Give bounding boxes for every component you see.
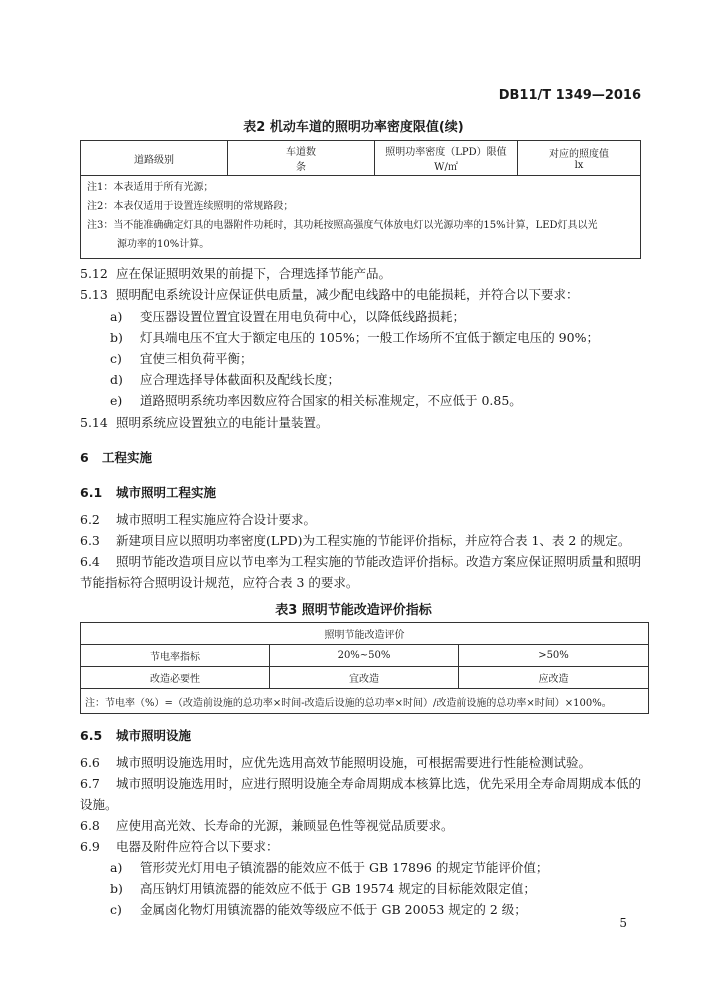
table-cell: 改造必要性 (81, 667, 270, 689)
page-number: 5 (619, 916, 627, 930)
table-cell: 20%~50% (270, 645, 459, 667)
clause-6-4: 6.4 照明节能改造项目应以节电率为工程实施的节能改造评价指标。改造方案应保证照明质量和照明 (80, 554, 642, 569)
table2-note: 注1：本表适用于所有光源； (87, 182, 214, 193)
table-cell: 节电率指标 (81, 645, 270, 667)
clause-5-14: 5.14 照明系统应设置独立的电能计量装置。 (80, 415, 329, 430)
section-6-1-heading: 6.1 城市照明工程实施 (80, 485, 217, 500)
table3-title: 表3 照明节能改造评价指标 (275, 603, 432, 618)
table3-note-row (81, 689, 649, 714)
list-item: d) 应合理选择导体截面积及配线长度； (110, 372, 341, 387)
standard-code: DB11/T 1349—2016 (498, 88, 641, 103)
section-6-5-heading: 6.5 城市照明设施 (80, 728, 192, 743)
table2-note: 注3：当不能准确确定灯具的电器附件功耗时，其功耗按照高强度气体放电灯以光源功率的15%计算，LED灯具以光 (87, 220, 598, 231)
table2-notes-row (81, 176, 641, 259)
table3-header: 照明节能改造评价 (81, 623, 649, 645)
list-item: b) 高压钠灯用镇流器的能效应不低于 GB 19574 规定的目标能效限定值； (110, 881, 536, 896)
table-cell: 应改造 (459, 667, 649, 689)
table2-note: 注2：本表仅适用于设置连续照明的常规路段； (87, 201, 294, 212)
list-item: c) 宜使三相负荷平衡； (110, 351, 253, 366)
table2 (80, 140, 641, 259)
chapter-6-heading: 6 工程实施 (80, 450, 153, 465)
table2-title: 表2 机动车道的照明功率密度限值(续) (243, 120, 464, 135)
clause-6-3: 6.3 新建项目应以照明功率密度(LPD)为工程实施的节能评价指标，并应符合表 1、表 2 的规定。 (80, 533, 631, 548)
table-row (81, 645, 649, 667)
table-cell: >50% (459, 645, 649, 667)
clause-6-6: 6.6 城市照明设施选用时，应优先选用高效节能照明设施，可根据需要进行性能检测试验。 (80, 755, 592, 770)
clause-6-7-continued: 设施。 (80, 797, 118, 812)
clause-6-2: 6.2 城市照明工程实施应符合设计要求。 (80, 512, 317, 527)
clause-5-13: 5.13 照明配电系统设计应保证供电质量，减少配电线路中的电能损耗，并符合以下要求： (80, 287, 579, 302)
table2-col-lanes: 车道数 条 (228, 141, 375, 176)
clause-6-9: 6.9 电器及附件应符合以下要求： (80, 839, 279, 854)
table-cell: 宜改造 (270, 667, 459, 689)
table2-notes (81, 176, 641, 259)
clause-6-8: 6.8 应使用高光效、长寿命的光源，兼顾显色性等视觉品质要求。 (80, 818, 454, 833)
list-item: c) 金属卤化物灯用镇流器的能效等级应不低于 GB 20053 规定的 2 级； (110, 902, 527, 917)
table3 (80, 622, 649, 714)
table3-note: 注：节电率（%）=（改造前设施的总功率×时间-改造后设施的总功率×时间）/改造前设施的总功率×时间）×100%。 (81, 689, 649, 714)
table-row (81, 667, 649, 689)
list-item: a) 管形荧光灯用电子镇流器的能效应不低于 GB 17896 的规定节能评价值； (110, 860, 549, 875)
table2-col-lpd: 照明功率密度（LPD）限值 W/㎡ (375, 141, 518, 176)
clause-6-7: 6.7 城市照明设施选用时，应进行照明设施全寿命周期成本核算比选，优先采用全寿命周期成本低的 (80, 776, 642, 791)
table2-col-road-level: 道路级别 (81, 141, 228, 176)
list-item: e) 道路照明系统功率因数应符合国家的相关标准规定，不应低于 0.85。 (110, 393, 522, 408)
list-item: b) 灯具端电压不宜大于额定电压的 105%；一般工作场所不宜低于额定电压的 90%； (110, 330, 599, 345)
clause-6-4-continued: 节能指标符合照明设计规范，应符合表 3 的要求。 (80, 575, 359, 590)
clause-5-12: 5.12 应在保证照明效果的前提下，合理选择节能产品。 (80, 266, 392, 281)
table2-header-row (81, 141, 641, 176)
table2-note: 源功率的10%计算。 (117, 239, 210, 250)
list-item: a) 变压器设置位置宜设置在用电负荷中心，以降低线路损耗； (110, 309, 466, 324)
table2-col-illuminance: 对应的照度值 lx (518, 141, 641, 176)
table3-header-row (81, 623, 649, 645)
